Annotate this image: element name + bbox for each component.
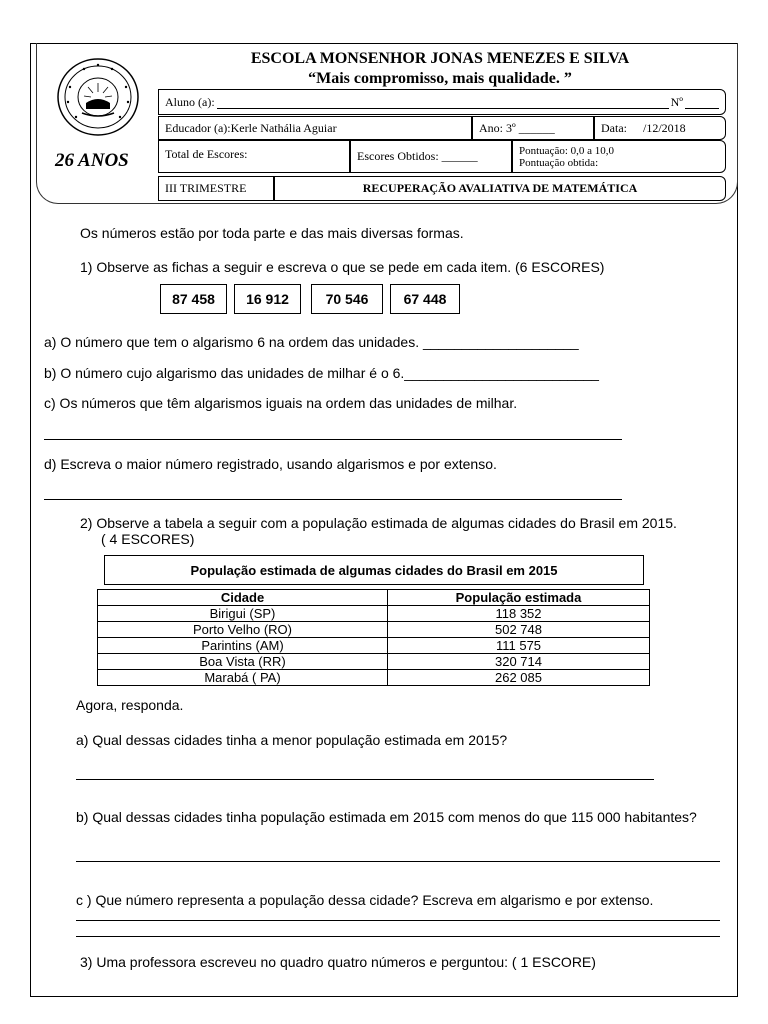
answer-line-2c-2[interactable] <box>76 936 720 937</box>
question-1c-text: c) Os números que têm algarismos iguais na ordem das unidades de milhar. <box>44 395 518 411</box>
table-row <box>98 638 650 654</box>
student-name-line <box>217 96 669 109</box>
answer-line-2b[interactable] <box>76 861 720 862</box>
col-city-header: Cidade <box>98 590 388 606</box>
grade-field <box>512 140 726 173</box>
date-field[interactable] <box>594 116 726 140</box>
question-3-text: 3) Uma professora escreveu no quadro quatro números e perguntou: ( 1 ESCORE) <box>80 954 596 970</box>
year-text: Ano: 3º ______ <box>479 120 555 135</box>
date-value: /12/2018 <box>643 120 686 135</box>
answer-line-1d[interactable] <box>44 499 622 500</box>
student-name-field[interactable] <box>158 89 726 115</box>
educator-text: Educador (a):Kerle Nathália Aguiar <box>165 120 337 135</box>
school-seal-logo <box>56 57 140 137</box>
city-cell: Birigui (SP) <box>98 606 388 622</box>
population-cell: 502 748 <box>388 622 650 638</box>
question-1d-text: d) Escreva o maior número registrado, usando algarismos e por extenso. <box>44 456 497 472</box>
question-2-text-line2: ( 4 ESCORES) <box>101 531 195 547</box>
table-row <box>98 606 650 622</box>
number-card: 16 912 <box>234 284 301 314</box>
grade-range: Pontuação: 0,0 a 10,0 <box>519 144 615 157</box>
table-row <box>98 670 650 686</box>
obtained-scores-field[interactable] <box>350 140 512 173</box>
number-line <box>685 96 719 109</box>
number-card: 70 546 <box>311 284 383 314</box>
population-cell: 262 085 <box>388 670 650 686</box>
city-cell: Parintins (AM) <box>98 638 388 654</box>
date-label: Data: <box>601 120 627 135</box>
intro-text: Os números estão por toda parte e das mais diversas formas. <box>80 225 464 241</box>
answer-line-2a[interactable] <box>76 779 654 780</box>
number-card: 67 448 <box>390 284 460 314</box>
population-cell: 118 352 <box>388 606 650 622</box>
question-2-text-line1: 2) Observe a tabela a seguir com a população estimada de algumas cidades do Brasil em 2015. <box>80 515 677 531</box>
question-1a-text: a) O número que tem o algarismo 6 na ordem das unidades. ____________________ <box>44 334 579 350</box>
total-scores-field <box>158 140 350 173</box>
question-2c-text: c ) Que número representa a população dessa cidade? Escreva em algarismo e por extenso. <box>76 892 654 908</box>
exam-title-field <box>274 176 726 201</box>
answer-line-1c[interactable] <box>44 439 622 440</box>
obtained-scores-text: Escores Obtidos: ______ <box>357 149 478 163</box>
table-row <box>98 622 650 638</box>
anos-label: 26 ANOS <box>55 150 129 171</box>
table-header-row <box>98 590 650 606</box>
grade-obtained: Pontuação obtida: <box>519 156 599 169</box>
city-cell: Marabá ( PA) <box>98 670 388 686</box>
population-cell: 111 575 <box>388 638 650 654</box>
population-table <box>97 589 650 686</box>
population-cell: 320 714 <box>388 654 650 670</box>
city-cell: Porto Velho (RO) <box>98 622 388 638</box>
student-label: Aluno (a): <box>165 94 215 109</box>
question-1-text: 1) Observe as fichas a seguir e escreva o que se pede em cada item. (6 ESCORES) <box>80 259 605 275</box>
question-2b-text: b) Qual dessas cidades tinha população estimada em 2015 com menos do que 115 000 habitantes? <box>76 809 697 825</box>
school-motto: “Mais compromisso, mais qualidade. ” <box>308 70 572 87</box>
educator-field <box>158 116 472 140</box>
total-scores-label: Total de Escores: <box>165 147 248 161</box>
trimester-field <box>158 176 274 201</box>
table-title: População estimada de algumas cidades do Brasil em 2015 <box>104 555 644 585</box>
city-cell: Boa Vista (RR) <box>98 654 388 670</box>
table-row <box>98 654 650 670</box>
number-card: 87 458 <box>160 284 227 314</box>
year-field[interactable] <box>472 116 594 140</box>
col-population-header: População estimada <box>388 590 650 606</box>
question-1b-text: b) O número cujo algarismo das unidades de milhar é o 6._________________________ <box>44 365 599 381</box>
answer-line-2c-1[interactable] <box>76 920 720 921</box>
exam-title: RECUPERAÇÃO AVALIATIVA DE MATEMÁTICA <box>362 181 638 195</box>
agora-responda-text: Agora, responda. <box>76 697 184 713</box>
question-2a-text: a) Qual dessas cidades tinha a menor população estimada em 2015? <box>76 732 508 748</box>
trimester-text: III TRIMESTRE <box>165 181 247 195</box>
number-label: Nº <box>670 94 683 109</box>
school-name: ESCOLA MONSENHOR JONAS MENEZES E SILVA <box>250 50 630 67</box>
